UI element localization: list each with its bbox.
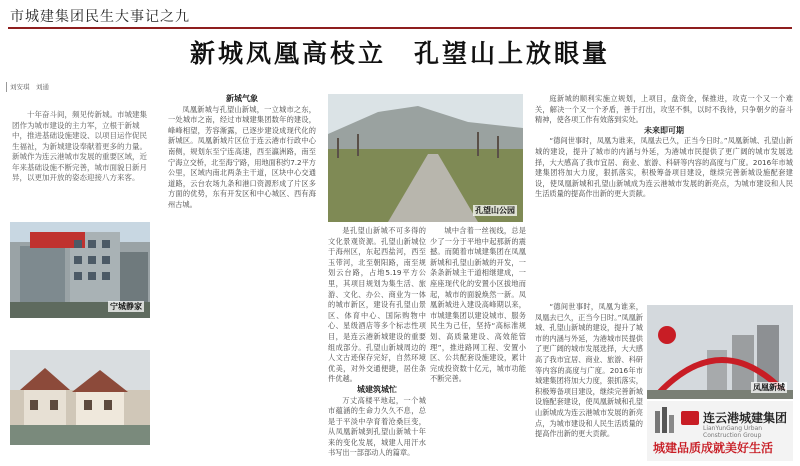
section-heading-new-city: 新城气象 (226, 94, 258, 103)
photo-towers (647, 305, 793, 399)
photo-road-image (328, 94, 523, 222)
col5b-text: “德间世事时，凤凰为谁来，凤凰去已久，正当今日时。”凤凰新城、孔望山新城的建设，提升了城市的内涵与外延，为港城市民提供了更广阔的城市发展选择，大大感高了我市宜居、商业、旅游、科研等内容的高度与广度。2016年市城建集团将加大力度，狠抓落实，积极筹备项目建设，继续完善新城设施配套建设，使凤凰新城和孔望山新城成为连云港城市发展的新亮点，为城市建设和人民生活质量的提高作出新的更大贡献。 (535, 302, 643, 439)
col4-text: 城中含着一丝视线，总是少了一分于平地中起那新的震撼。而随着市城建集团在凤凰新城和孔望山新城的开发，一条条新城主干道相继建成，一座座现代化的安置小区拔地而起，城市的面貌焕然一新。凤凰新城进入建设高峰期以来，市城建集团以建设城市、服务民生为己任，坚持“高标准规划、高质量建设、高效能管理”，推进路网工程、安置小区、公共配套设施建设，累计完成投资数十亿元，城市功能不断完善。 (430, 226, 526, 384)
article-column-2 (168, 94, 316, 459)
article-column-4 (430, 226, 526, 458)
photo-villas (10, 350, 150, 445)
col5-text: 庭新城的顺利实施立规划，上项目，盘资金，保推进，攻克一个又一个难关，解决一个又一个矛盾，善于打出，攻坚不惧，以时不我待，只争朝夕的奋斗精神，使各项工作有效落到实处。 (535, 94, 793, 125)
article-byline (10, 82, 150, 91)
page-header (0, 0, 800, 30)
article-column-3 (328, 226, 426, 458)
section-heading-future: 未来即可期 (644, 125, 684, 135)
byline-divider (6, 82, 7, 92)
article-headline: 新城凤凰高枝立 孔望山上放眼量 (189, 39, 610, 68)
section-title: 市城建集团民生大事记之九 (10, 9, 190, 25)
article-column-5 (535, 94, 793, 299)
article-column-5b (535, 302, 643, 459)
intro-text: 十年奋斗间，频见传新城。市城建集团作为城市建设的主力军，立根于新城中，推进基础设施建设、以项目运作促民生福祉，为新城建设奉献着更多的力量。新城作为连云港城市发展的重要区域，近年来基础设施不断完善，城市面貌日新月异，以更加开放的姿态迎接八方来客。 (12, 110, 147, 182)
col3-text: 是孔望山新城不可多得的文化景观资源。孔望山新城位于海州区，东起西盐河，西至玉带河，北至朝阳路，南至规划云台路，占地5.19平方公里，其项目规划为集生活、旅游、文化、办公、商业为一体的城市新区，建设有孔望山景区、体育中心、国际购物中心、星级酒店等多个标志性项目，是连云港新城建设的重要组成部分。孔望山新城周边的人文古迹保存完好，自然环境优美，对外交通便捷，居住条件优越。 (328, 226, 426, 384)
company-ad (647, 401, 793, 461)
col5-text-2: “德间世事时，凤凰为谁来，凤凰去已久，正当今日时。”凤凰新城、孔望山新城的建设，提升了城市的内涵与外延，为港城市民提供了更广阔的城市发展选择，大大感高了我市宜居、商业、旅游、科研等内容的高度与广度。2016年市城建集团将加大力度，狠抓落实，积极筹备项目建设，继续完善新城设施配套建设，使凤凰新城和孔望山新城成为连云港城市发展的新亮点，为城市建设和人民生活质量的提高作出新的更大贡献。 (535, 136, 793, 199)
tower-logo-icon (651, 405, 677, 435)
col2-text: 凤凰新城与孔望山新城，一立城市之东，一处城市之南，经过市城建集团数年的建设，峰峰相望，芳容渐露，已逐步建设成现代化的新城区。凤凰新城片区位于连云港市行政中心南侧，规划东至宁连高速，西至瀛洲路，南至宁海立交桥，北至海宁路，用地面积约7.2平方公里，区域内南北两条主干道，区块中心交通道路，云台农场九条和港口资源形成了片区多方面的优势，东有开发区和中心城区、西有海州古城。 (168, 104, 316, 209)
company-slogan: 城建品质成就美好生活 (653, 441, 774, 455)
photo-road-caption: 孔望山公园 (475, 206, 515, 215)
company-name-en: LianYunGang Urban Construction Group (703, 425, 763, 439)
photo-towers-caption: 凤凰新城 (753, 383, 785, 392)
photo-road (328, 94, 523, 222)
byline-text: 刘安琪 刘通 (10, 83, 49, 91)
article-intro (12, 110, 152, 184)
photo-complex-caption: 宁城静家 (110, 302, 142, 311)
photo-complex (10, 222, 150, 318)
section-heading-construction: 城建筑城忙 (357, 384, 397, 394)
col3-text-2: 万丈高楼平地起，一个城市蕴涵的生命力久久不息，总是于平淡中孕育着沧桑巨变，从凤凰新城到孔望山新城十年来的变化发展，城建人用汗水书写出一部部动人的篇章。 (328, 395, 426, 458)
company-logo-icon (681, 411, 699, 425)
company-name: 连云港城建集团 (703, 411, 788, 425)
header-rule (8, 27, 792, 29)
photo-villas-image (10, 350, 150, 445)
